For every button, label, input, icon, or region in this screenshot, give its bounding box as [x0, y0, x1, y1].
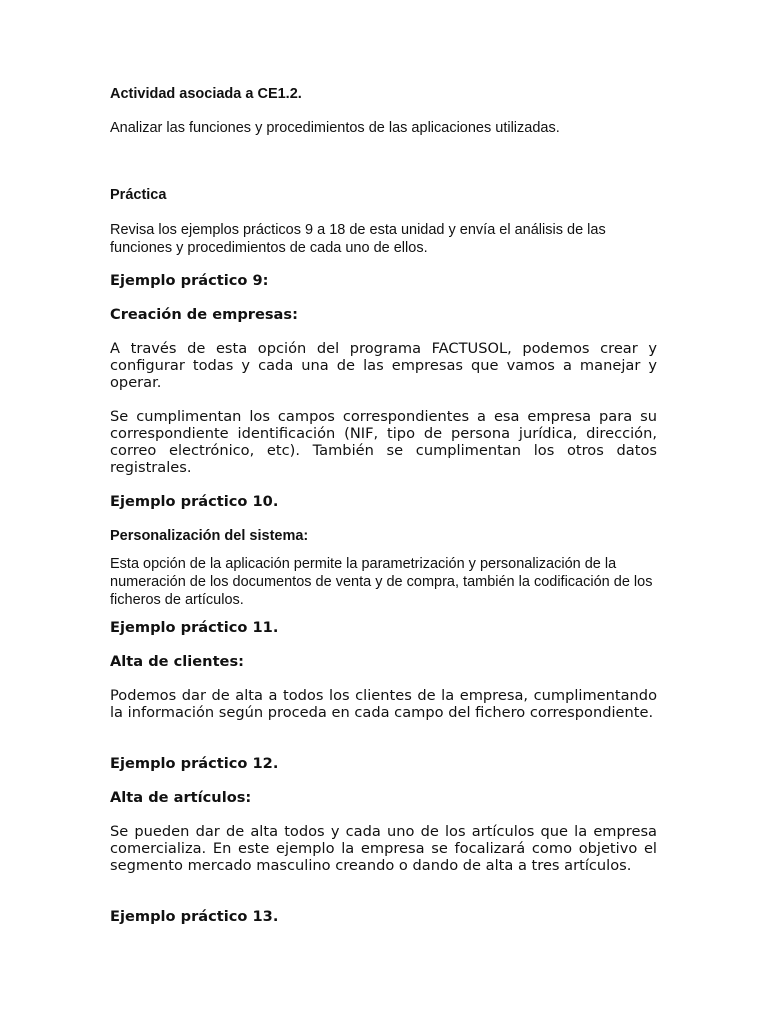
- practice-instructions: Revisa los ejemplos prácticos 9 a 18 de esta unidad y envía el análisis de las funciones y procedimientos de cada uno de ellos.: [110, 222, 606, 256]
- example-10-paragraph-1: Esta opción de la aplicación permite la parametrización y personalización de la numeración de los documentos de venta y de compra, también la codificación de los ficheros de artículos.: [110, 556, 653, 608]
- example-11-paragraph-1: Podemos dar de alta a todos los clientes de la empresa, cumplimentando la información según proceda en cada campo del fichero correspondiente.: [110, 687, 657, 721]
- activity-title: Actividad asociada a CE1.2.: [110, 86, 302, 102]
- example-12-paragraph-1: Se pueden dar de alta todos y cada uno de los artículos que la empresa comercializa. En este ejemplo la empresa se focalizará como objetivo el segmento mercado masculino creando o dando de alta a tres artículos.: [110, 823, 657, 874]
- example-9-subheading: Creación de empresas:: [110, 306, 298, 323]
- example-11-subheading: Alta de clientes:: [110, 653, 244, 670]
- example-9-paragraph-1: A través de esta opción del programa FACTUSOL, podemos crear y configurar todas y cada una de las empresas que vamos a manejar y operar.: [110, 340, 657, 391]
- example-9-paragraph-2: Se cumplimentan los campos correspondientes a esa empresa para su correspondiente identificación (NIF, tipo de persona jurídica, dirección, correo electrónico, etc). También se cumplimentan los otros datos registrales.: [110, 408, 657, 476]
- example-10-subheading: Personalización del sistema:: [110, 528, 309, 544]
- example-12-subheading: Alta de artículos:: [110, 789, 252, 806]
- example-13-heading: Ejemplo práctico 13.: [110, 908, 279, 925]
- example-9-heading: Ejemplo práctico 9:: [110, 272, 269, 289]
- activity-description: Analizar las funciones y procedimientos de las aplicaciones utilizadas.: [110, 120, 560, 136]
- example-10-heading: Ejemplo práctico 10.: [110, 493, 279, 510]
- practice-heading: Práctica: [110, 187, 167, 203]
- example-12-heading: Ejemplo práctico 12.: [110, 755, 279, 772]
- example-11-heading: Ejemplo práctico 11.: [110, 619, 279, 636]
